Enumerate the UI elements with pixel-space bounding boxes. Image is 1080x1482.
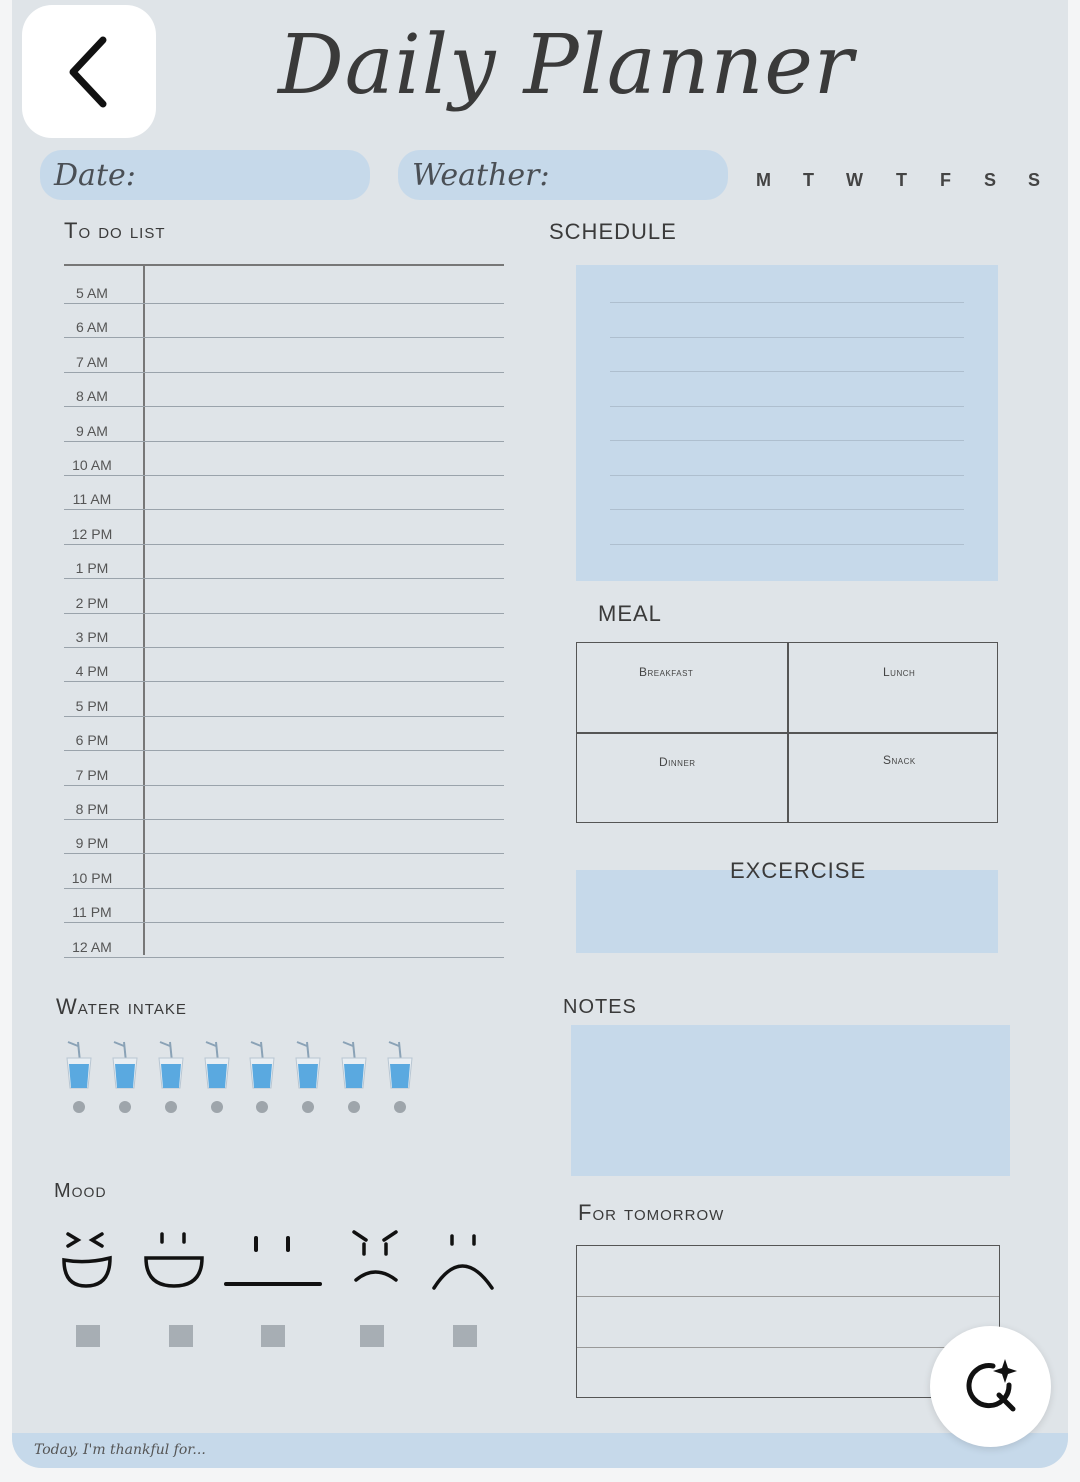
mood-checkbox-happy[interactable]	[169, 1325, 193, 1347]
water-checkbox[interactable]	[256, 1101, 268, 1113]
hour-label: 11 AM	[72, 491, 112, 508]
todo-row-line	[64, 785, 504, 786]
water-cup-icon	[64, 1040, 94, 1090]
mood-checkbox-angry[interactable]	[360, 1325, 384, 1347]
footer-bar	[12, 1433, 1068, 1468]
water-checkbox[interactable]	[348, 1101, 360, 1113]
todo-row-line	[64, 303, 504, 304]
todo-row-line	[64, 613, 504, 614]
mood-sad-icon[interactable]	[434, 1236, 492, 1288]
hour-label: 11 PM	[72, 904, 112, 921]
visual-search-icon	[959, 1355, 1023, 1419]
schedule-box[interactable]	[576, 265, 998, 581]
todo-row-line	[64, 681, 504, 682]
hour-label: 7 PM	[75, 766, 109, 783]
mood-faces	[56, 1226, 506, 1296]
todo-row-line	[64, 406, 504, 407]
mood-checkbox-neutral[interactable]	[261, 1325, 285, 1347]
schedule-line	[610, 440, 964, 441]
mood-neutral-icon[interactable]	[226, 1238, 320, 1284]
mood-happy-icon[interactable]	[146, 1234, 202, 1286]
todo-row-line	[64, 957, 504, 958]
weekday-wed: W	[846, 170, 863, 190]
schedule-line	[610, 475, 964, 476]
todo-top-rule	[64, 264, 504, 266]
todo-row-line	[64, 337, 504, 338]
weekday-thu: T	[896, 170, 907, 190]
water-checkbox[interactable]	[73, 1101, 85, 1113]
tomorrow-line	[577, 1347, 999, 1348]
todo-title: To do list	[64, 218, 166, 243]
water-title: Water intake	[56, 994, 187, 1019]
todo-row-line	[64, 750, 504, 751]
todo-divider	[143, 265, 145, 955]
meal-title: MEAL	[598, 601, 662, 626]
water-checkbox[interactable]	[165, 1101, 177, 1113]
mood-laughing-icon[interactable]	[64, 1234, 110, 1286]
meal-breakfast-label: Breakfast	[639, 665, 694, 679]
todo-row-line	[64, 509, 504, 510]
weekday-mon: M	[756, 170, 771, 190]
schedule-title: SCHEDULE	[549, 219, 677, 244]
water-cup-icon	[110, 1040, 140, 1090]
hour-label: 12 PM	[71, 525, 113, 542]
water-cup-icon	[339, 1040, 369, 1090]
exercise-title: EXCERCISE	[730, 858, 867, 883]
tomorrow-line	[577, 1296, 999, 1297]
meal-snack-label: Snack	[883, 753, 916, 767]
schedule-line	[610, 337, 964, 338]
todo-row-line	[64, 853, 504, 854]
back-button[interactable]	[22, 5, 156, 138]
notes-title: NOTES	[563, 996, 637, 1018]
hour-label: 6 AM	[76, 319, 108, 336]
water-cup-icon	[156, 1040, 186, 1090]
hour-label: 10 AM	[72, 457, 112, 473]
schedule-line	[610, 544, 964, 545]
hour-label: 5 PM	[75, 697, 109, 714]
hour-label: 12 AM	[72, 938, 112, 955]
water-cup-icon	[247, 1040, 277, 1090]
weekday-sun: S	[1028, 170, 1041, 190]
weekday-fri: F	[940, 170, 951, 190]
schedule-line	[610, 406, 964, 407]
todo-row-line	[64, 544, 504, 545]
todo-row-line	[64, 647, 504, 648]
mood-title: Mood	[54, 1180, 107, 1202]
meal-lunch-label: Lunch	[883, 665, 916, 679]
weekday-sat: S	[984, 170, 997, 190]
water-checkbox[interactable]	[394, 1101, 406, 1113]
hour-label: 2 PM	[75, 594, 109, 611]
tomorrow-title: For tomorrow	[578, 1200, 725, 1225]
footer-text: Today, I'm thankful for...	[34, 1442, 206, 1458]
mood-checkbox-sad[interactable]	[453, 1325, 477, 1347]
water-checkbox[interactable]	[302, 1101, 314, 1113]
todo-row-line	[64, 888, 504, 889]
hour-label: 7 AM	[76, 353, 108, 370]
hour-label: 8 PM	[75, 801, 109, 817]
hour-label: 9 PM	[75, 835, 109, 852]
water-checkbox[interactable]	[211, 1101, 223, 1113]
weather-field: Weather:	[398, 150, 728, 200]
weekday-tue: T	[803, 170, 814, 190]
water-checkbox[interactable]	[119, 1101, 131, 1113]
water-cup-icon	[293, 1040, 323, 1090]
schedule-line	[610, 371, 964, 372]
hour-label: 4 PM	[75, 663, 109, 680]
visual-search-button[interactable]	[930, 1326, 1051, 1447]
schedule-line	[610, 302, 964, 303]
page-title: Daily Planner	[278, 18, 855, 113]
notes-box[interactable]	[571, 1025, 1010, 1176]
hour-label: 9 AM	[76, 422, 108, 439]
todo-row-line	[64, 372, 504, 373]
hour-label: 5 AM	[76, 285, 108, 301]
todo-row-line	[64, 475, 504, 476]
todo-row-line	[64, 922, 504, 923]
mood-checkbox-laughing[interactable]	[76, 1325, 100, 1347]
chevron-left-icon	[59, 32, 119, 112]
hour-label: 3 PM	[75, 629, 109, 645]
date-field: Date:	[40, 150, 370, 200]
hour-label: 6 PM	[75, 732, 109, 749]
meal-grid	[576, 642, 998, 823]
hour-label: 8 AM	[76, 388, 108, 405]
todo-row-line	[64, 441, 504, 442]
meal-divider-h	[577, 732, 997, 734]
todo-row-line	[64, 716, 504, 717]
hour-label: 10 PM	[71, 869, 113, 886]
todo-row-line	[64, 819, 504, 820]
meal-dinner-label: Dinner	[659, 755, 696, 769]
hour-label: 1 PM	[75, 560, 109, 577]
mood-angry-icon[interactable]	[354, 1232, 396, 1280]
todo-row-line	[64, 578, 504, 579]
water-cup-icon	[202, 1040, 232, 1090]
water-cup-icon	[385, 1040, 415, 1090]
schedule-line	[610, 509, 964, 510]
